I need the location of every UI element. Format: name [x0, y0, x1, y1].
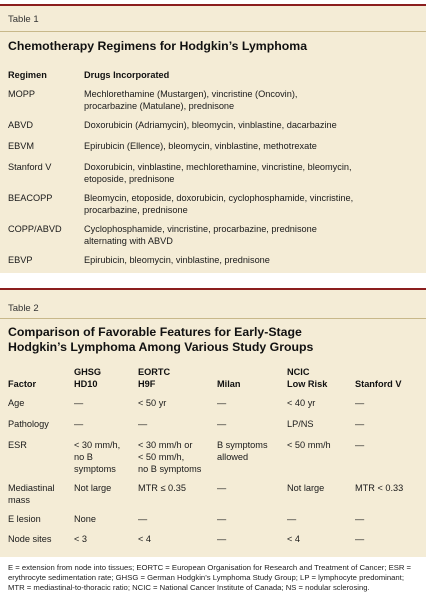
- table2-header-milan: Milan: [217, 379, 241, 389]
- table2-cell-stanford: —: [355, 419, 365, 429]
- table2-cell-stanford: —: [355, 398, 365, 408]
- table1-row-drugs: Mechlorethamine (Mustargen), vincristine (Oncovin),: [84, 89, 298, 99]
- table2-cell-milan: —: [217, 398, 227, 408]
- table1-row-regimen: ABVD: [8, 120, 34, 130]
- table2-header-eortc-sub: H9F: [138, 379, 156, 389]
- table1-row-drugs: Epirubicin (Ellence), bleomycin, vinblastine, methotrexate: [84, 141, 317, 151]
- table1-header-regimen: Regimen: [8, 70, 47, 80]
- table2-row-factor-cont: mass: [8, 495, 30, 505]
- table2-cell-ghsg-cont: no B: [74, 452, 93, 462]
- table2-cell-eortc-cont: < 50 mm/h,: [138, 452, 185, 462]
- table1-title: Chemotherapy Regimens for Hodgkin’s Lymphoma: [8, 39, 308, 53]
- table1-panel: [0, 4, 426, 273]
- table2-cell-ghsg: None: [74, 514, 96, 524]
- table2-row-factor: Pathology: [8, 419, 49, 429]
- table2-cell-ghsg: < 3: [74, 534, 88, 544]
- table2-cell-eortc: MTR ≤ 0.35: [138, 483, 186, 493]
- table2-cell-eortc: < 4: [138, 534, 152, 544]
- table2-cell-ncic: < 4: [287, 534, 301, 544]
- table2-cell-ncic: < 50 mm/h: [287, 440, 331, 450]
- table2-cell-eortc-cont: no B symptoms: [138, 464, 202, 474]
- table1-row-drugs: Doxorubicin, vinblastine, mechlorethamine, vincristine, bleomycin,: [84, 162, 352, 172]
- table1-row-regimen: Stanford V: [8, 162, 52, 172]
- table2-cell-ghsg-cont: symptoms: [74, 464, 116, 474]
- table2-footnote: E = extension from node into tissues; EORTC = European Organisation for Research and Treatment of Cancer; ESR = erythrocyte sedimentation rate; GHSG = German Hodgkin’s Lymphoma Study Group; LP = lymphocyte predominant; MTR = mediastinal-to-thoracic ratio; NCIC = National Cancer Institute of Canada; NS = nodular sclerosing.: [8, 563, 412, 593]
- table1-row-drugs: Bleomycin, etoposide, doxorubicin, cyclophosphamide, vincristine,: [84, 193, 354, 203]
- table1-row-regimen: COPP/ABVD: [8, 224, 62, 234]
- table2-header-factor: Factor: [8, 379, 37, 389]
- table2-cell-milan-cont: allowed: [217, 452, 249, 462]
- table1-row-drugs-cont: alternating with ABVD: [84, 236, 173, 246]
- table2-row-factor: E lesion: [8, 514, 41, 524]
- table2-header-ghsg: GHSG: [74, 367, 102, 377]
- table2-row-factor: Node sites: [8, 534, 52, 544]
- table2-row-factor: Mediastinal: [8, 483, 55, 493]
- table2-cell-ncic: LP/NS: [287, 419, 314, 429]
- table1-row-regimen: EBVM: [8, 141, 35, 151]
- table2-row-factor: Age: [8, 398, 25, 408]
- table2-cell-eortc: < 30 mm/h or: [138, 440, 193, 450]
- table2-cell-stanford: MTR < 0.33: [355, 483, 404, 493]
- table2-title-line1: Comparison of Favorable Features for Early-Stage: [8, 325, 302, 339]
- table1-header-drugs: Drugs Incorporated: [84, 70, 170, 80]
- table2-cell-stanford: —: [355, 514, 365, 524]
- table2-panel: [0, 288, 426, 557]
- table2-cell-ghsg: Not large: [74, 483, 112, 493]
- table1-row-drugs-cont: procarbazine (Matulane), prednisone: [84, 101, 235, 111]
- table1-row-drugs: Epirubicin, bleomycin, vinblastine, prednisone: [84, 255, 270, 265]
- table2-header-stanford: Stanford V: [355, 379, 402, 389]
- table1-title-rule: [0, 31, 426, 32]
- table1-row-regimen: BEACOPP: [8, 193, 53, 203]
- table1-row-regimen: MOPP: [8, 89, 36, 99]
- table2-cell-milan: B symptoms: [217, 440, 268, 450]
- table2-cell-stanford: —: [355, 534, 365, 544]
- table2-header-ncic-sub: Low Risk: [287, 379, 328, 389]
- table2-header-ghsg-sub: HD10: [74, 379, 98, 389]
- table2-label: Table 2: [8, 303, 39, 314]
- table2-cell-stanford: —: [355, 440, 365, 450]
- table2-cell-ncic: Not large: [287, 483, 325, 493]
- table2-row-factor: ESR: [8, 440, 27, 450]
- table2-cell-eortc: < 50 yr: [138, 398, 167, 408]
- table2-cell-ghsg: < 30 mm/h,: [74, 440, 121, 450]
- table2-cell-ncic: —: [287, 514, 297, 524]
- table2-cell-milan: —: [217, 514, 227, 524]
- table2-title-line2: Hodgkin’s Lymphoma Among Various Study Groups: [8, 340, 314, 354]
- table1-row-drugs-cont: etoposide, prednisone: [84, 174, 175, 184]
- table2-cell-milan: —: [217, 534, 227, 544]
- table1-row-drugs-cont: procarbazine, prednisone: [84, 205, 188, 215]
- table2-cell-ncic: < 40 yr: [287, 398, 316, 408]
- table2-cell-milan: —: [217, 419, 227, 429]
- table2-header-ncic: NCIC: [287, 367, 310, 377]
- table1-row-drugs: Cyclophosphamide, vincristine, procarbazine, prednisone: [84, 224, 317, 234]
- table2-cell-eortc: —: [138, 419, 148, 429]
- table1-label: Table 1: [8, 14, 39, 25]
- table2-header-eortc: EORTC: [138, 367, 171, 377]
- table2-cell-ghsg: —: [74, 398, 84, 408]
- table2-cell-ghsg: —: [74, 419, 84, 429]
- table1-row-drugs: Doxorubicin (Adriamycin), bleomycin, vinblastine, dacarbazine: [84, 120, 337, 130]
- table2-cell-eortc: —: [138, 514, 148, 524]
- table2-title-rule: [0, 318, 426, 319]
- table2-cell-milan: —: [217, 483, 227, 493]
- table1-row-regimen: EBVP: [8, 255, 33, 265]
